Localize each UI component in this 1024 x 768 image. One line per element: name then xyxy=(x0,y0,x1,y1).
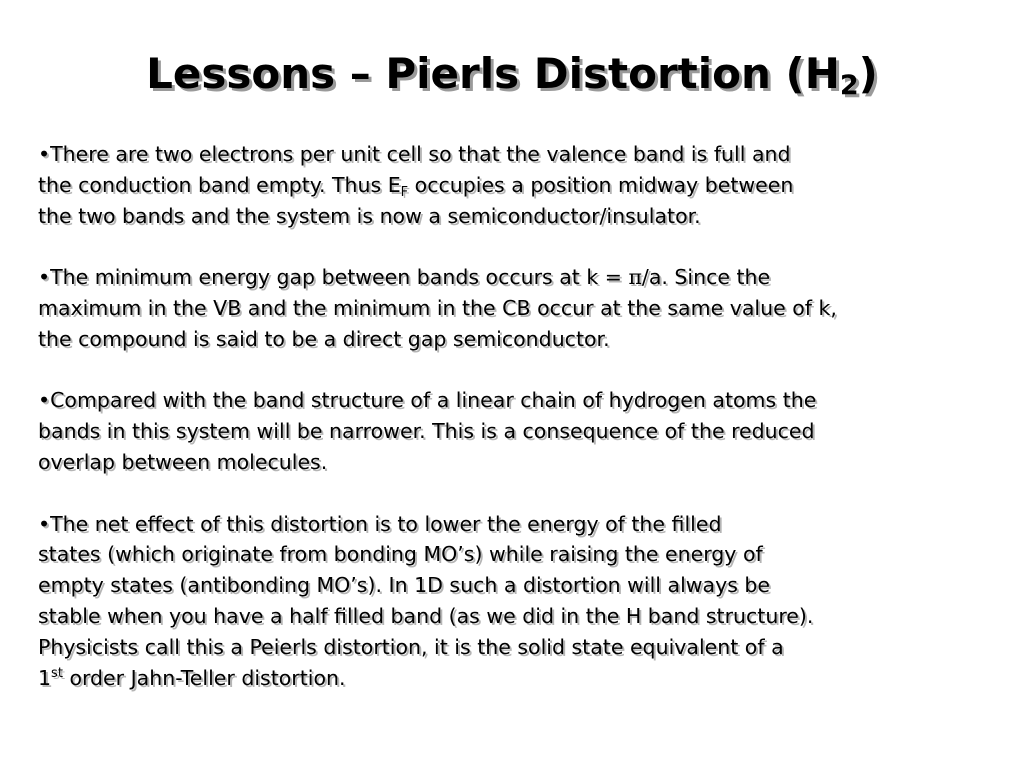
paragraph-3-line-2: bands in this system will be narrower. This is a consequence of the reduced xyxy=(38,419,815,444)
paragraph-1-line-3: the two bands and the system is now a semiconductor/insulator. xyxy=(38,203,701,228)
paragraph-3-line-3: overlap between molecules. xyxy=(38,449,328,474)
paragraph-2-line-3: the compound is said to be a direct gap semiconductor. xyxy=(38,326,610,351)
bullet-marker: • xyxy=(38,265,51,290)
paragraph-4-line-1 xyxy=(38,509,978,540)
title-subscript: 2 xyxy=(839,70,859,101)
fermi-subscript: F xyxy=(400,184,409,200)
ordinal-number: 1 xyxy=(38,665,52,690)
paragraph-2-line-1 xyxy=(38,262,978,293)
ordinal-superscript: st xyxy=(51,665,63,681)
bullet-paragraph-2 xyxy=(38,262,978,354)
paragraph-4-line-5: Physicists call this a Peierls distortion, it is the solid state equivalent of a xyxy=(38,634,784,659)
title-close-paren: ) xyxy=(858,49,878,98)
bullet-paragraph-3 xyxy=(38,385,978,477)
paragraph-1-line-2-text-a: the conduction band empty. Thus E xyxy=(38,172,401,197)
paragraph-4-line-1-text: The net effect of this distortion is to lower the energy of the filled xyxy=(50,511,722,536)
paragraph-4-line-4: stable when you have a half filled band (as we did in the H band structure). xyxy=(38,603,814,628)
bullet-paragraph-1 xyxy=(38,139,978,231)
paragraph-4-line-6-text: order Jahn-Teller distortion. xyxy=(62,665,346,690)
slide-title xyxy=(0,44,1024,104)
paragraph-2-line-1-text-a: The minimum energy gap between bands occurs at k = xyxy=(50,265,629,290)
pi-symbol: π xyxy=(628,265,642,290)
paragraph-2-line-1-text-b: /a. Since the xyxy=(641,265,771,290)
bullet-marker: • xyxy=(38,142,51,166)
paragraph-1-line-1-text: There are two electrons per unit cell so that the valence band is full and xyxy=(50,142,791,166)
paragraph-4-line-3: empty states (antibonding MO’s). In 1D such a distortion will always be xyxy=(38,573,771,598)
paragraph-1-line-1 xyxy=(38,139,978,170)
paragraph-3-line-1 xyxy=(38,385,978,416)
paragraph-1-line-2 xyxy=(38,170,978,201)
paragraph-1-line-2-text-b: occupies a position midway between xyxy=(408,172,794,197)
title-text: Lessons – Pierls Distortion (H xyxy=(146,49,840,98)
bullet-marker: • xyxy=(38,388,51,413)
paragraph-3-line-1-text: Compared with the band structure of a linear chain of hydrogen atoms the xyxy=(50,388,817,413)
paragraph-4-line-6 xyxy=(38,663,978,694)
bullet-paragraph-4 xyxy=(38,509,978,694)
slide-body xyxy=(38,139,978,724)
paragraph-4-line-2: states (which originate from bonding MO’s) while raising the energy of xyxy=(38,542,763,567)
bullet-marker: • xyxy=(38,511,51,536)
paragraph-2-line-2: maximum in the VB and the minimum in the CB occur at the same value of k, xyxy=(38,295,837,320)
